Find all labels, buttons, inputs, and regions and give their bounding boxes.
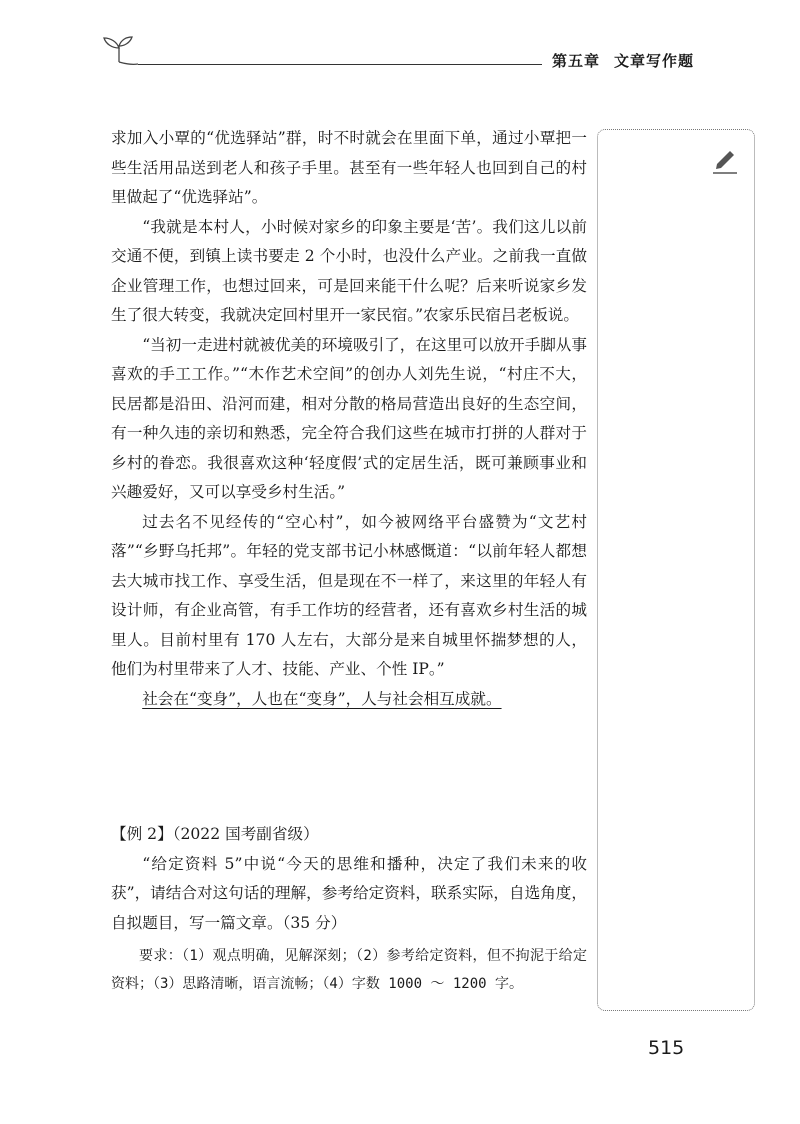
- example-requirements: 要求：（1）观点明确，见解深刻；（2）参考给定资料，但不拘泥于给定资料；（3）思路清晰，语言流畅；（4）字数 1000 ～ 1200 字。: [111, 948, 587, 992]
- header-rule: [138, 64, 542, 65]
- example-prompt: “给定资料 5”中说“今天的思维和播种，决定了我们未来的收获”，请结合对这句话的理解，参考给定资料，联系实际，自选角度，自拟题目，写一篇文章。（35 分）: [111, 854, 587, 932]
- page-number: 515: [648, 1037, 685, 1059]
- conclusion-paragraph: [111, 685, 587, 715]
- underlined-conclusion: 社会在“变身”，人也在“变身”，人与社会相互成就。: [142, 689, 502, 708]
- example-section: [111, 820, 587, 998]
- notes-margin-box: [597, 129, 755, 1011]
- sprout-icon: [100, 34, 138, 70]
- paragraph: “我就是本村人，小时候对家乡的印象主要是‘苦’。我们这儿以前交通不便，到镇上读书要走 2 个小时，也没什么产业。之前我一直做企业管理工作，也想过回来，可是回来能干什么呢？后来听说家乡发生了很大转变，我就决定回村里开一家民宿。”农家乐民宿吕老板说。: [111, 217, 587, 324]
- pencil-icon: [708, 144, 740, 180]
- chapter-label: 第五章: [552, 52, 601, 70]
- article-body: [111, 124, 587, 714]
- paragraph: 过去名不见经传的“空心村”，如今被网络平台盛赞为“文艺村落”“乡野乌托邦”。年轻的党支部书记小林感慨道：“以前年轻人都想去大城市找工作、享受生活，但是现在不一样了，来这里的年轻人有设计师，有企业高管，有手工作坊的经营者，还有喜欢乡村生活的城里人。目前村里有 170 人左右，大部分是来自城里怀揣梦想的人，他们为村里带来了人才、技能、产业、个性 IP。”: [111, 512, 587, 678]
- paragraph: “当初一走进村就被优美的环境吸引了，在这里可以放开手脚从事喜欢的手工工作。”“木作艺术空间”的创办人刘先生说，“村庄不大，民居都是沿田、沿河而建，相对分散的格局营造出良好的生态空间，有一种久违的亲切和熟悉，完全符合我们这些在城市打拼的人群对于乡村的眷恋。我很喜欢这种‘轻度假’式的定居生活，既可兼顾事业和兴趣爱好，又可以享受乡村生活。”: [111, 335, 587, 501]
- example-heading: 【例 2】（2022 国考副省级）: [111, 825, 319, 843]
- chapter-title: 文章写作题: [614, 52, 695, 70]
- paragraph-continued: 求加入小覃的“优选驿站”群，时不时就会在里面下单，通过小覃把一些生活用品送到老人和孩子手里。甚至有一些年轻人也回到自己的村里做起了“优选驿站”。: [111, 129, 587, 206]
- chapter-header: [552, 50, 694, 71]
